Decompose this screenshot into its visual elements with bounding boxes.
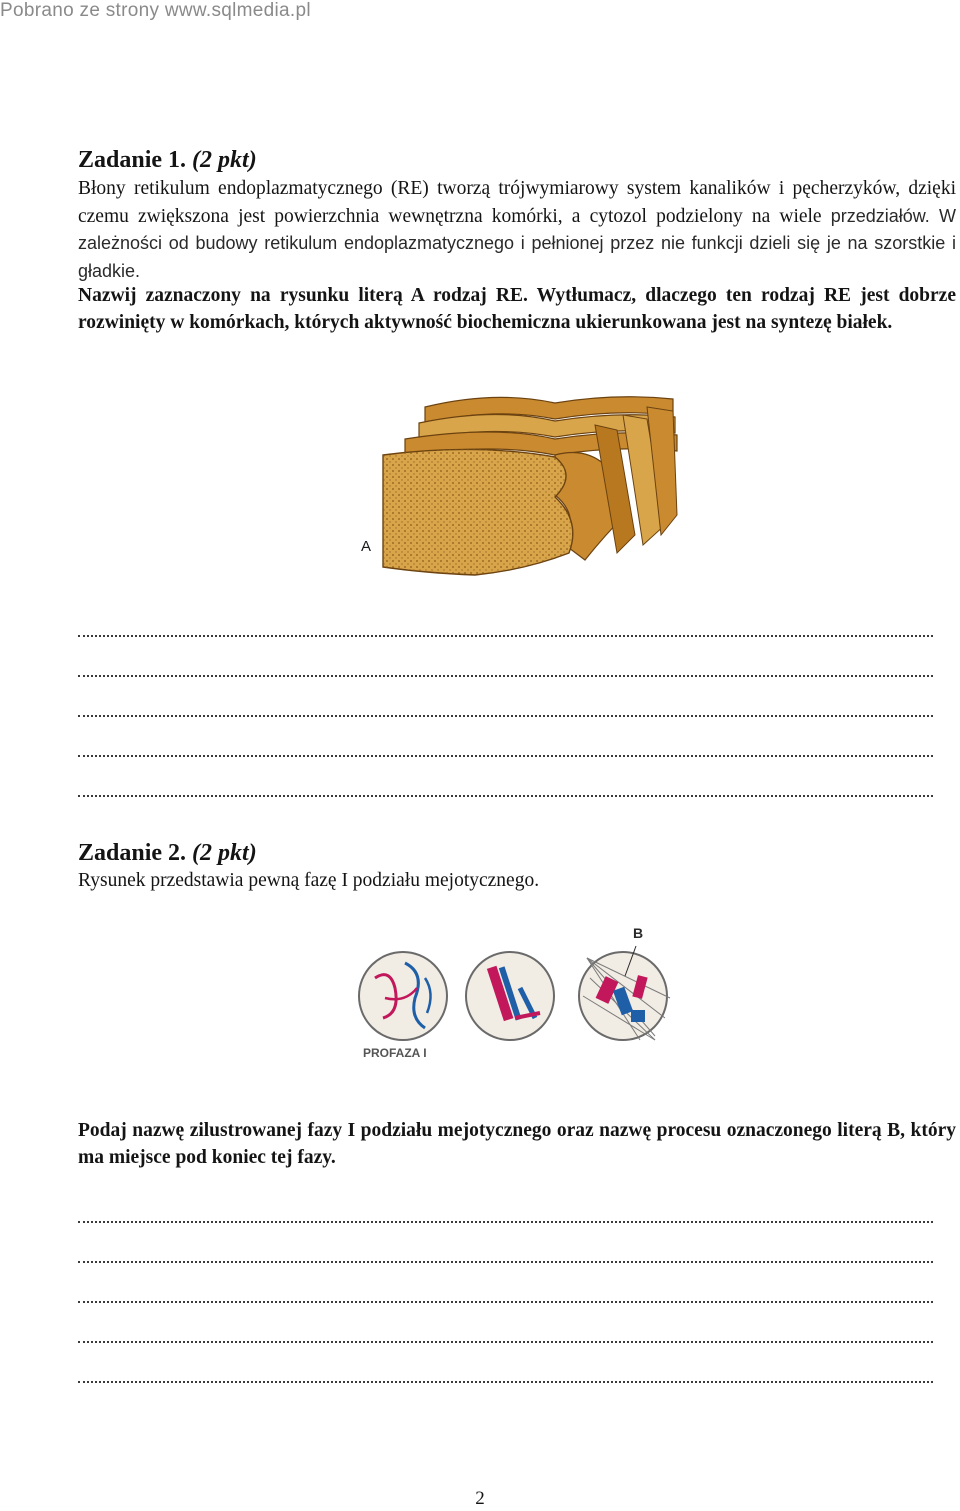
cell-1 [359, 952, 447, 1040]
answer-line[interactable] [78, 1343, 933, 1383]
answer-line[interactable] [78, 677, 933, 717]
task1-title: Zadanie 1. [78, 147, 187, 173]
page-number: 2 [475, 1488, 485, 1509]
answer-line[interactable] [78, 1303, 933, 1343]
answer-line[interactable] [78, 1263, 933, 1303]
task2-intro: Rysunek przedstawia pewną fazę I podziału mejotycznego. [78, 870, 540, 891]
er-figure [355, 385, 685, 585]
answer-line[interactable] [78, 597, 933, 637]
task1-heading [78, 145, 257, 175]
cell-3 [579, 925, 670, 1040]
task2-heading [78, 838, 257, 868]
answer-line[interactable] [78, 717, 933, 757]
task1-intro-serif: Błony retikulum endoplazmatycznego (RE) tworzą trójwymiarowy system kanalików i pęcherzyków, dzięki czemu zwiększona jest powierzchnia wewnętrzna komórki, a cytozol podzielony na wiele [78, 178, 956, 227]
meiosis-figure [355, 918, 680, 1063]
er-front-block [383, 449, 573, 575]
answer-line[interactable] [78, 637, 933, 677]
figure-caption: PROFAZA I [363, 1046, 427, 1060]
task2-answer-lines[interactable] [78, 1183, 933, 1383]
task1-intro-sans: przedziałów. W zależności od budowy retikulum endoplazmatycznego i pełnionej przez nie funkcji dzieli się je na szorstkie i gładkie. [78, 205, 957, 281]
figure-b-label: B [633, 925, 644, 941]
cell-2 [466, 952, 554, 1040]
task2-points: (2 pkt) [192, 840, 257, 866]
task1-points: (2 pkt) [192, 147, 257, 173]
answer-line[interactable] [78, 757, 933, 797]
answer-line[interactable] [78, 1223, 933, 1263]
rough-er-illustration [355, 385, 685, 585]
task1-intro [78, 176, 956, 285]
task2-title: Zadanie 2. [78, 840, 187, 866]
task1-answer-lines[interactable] [78, 597, 933, 797]
figure-a-label: A [361, 538, 372, 555]
source-watermark: Pobrano ze strony www.sqlmedia.pl [0, 0, 311, 21]
task2-instruction: Podaj nazwę zilustrowanej fazy I podziału mejotycznego oraz nazwę procesu oznaczonego literą B, który ma miejsce pod koniec tej fazy. [78, 1120, 956, 1168]
answer-line[interactable] [78, 1183, 933, 1223]
task1-instruction: Nazwij zaznaczony na rysunku literą A rodzaj RE. Wytłumacz, dlaczego ten rodzaj RE jest dobrze rozwinięty w komórkach, których aktywność biochemiczna ukierunkowana jest na syntezę białek. [78, 285, 956, 333]
prophase-illustration [355, 918, 680, 1063]
